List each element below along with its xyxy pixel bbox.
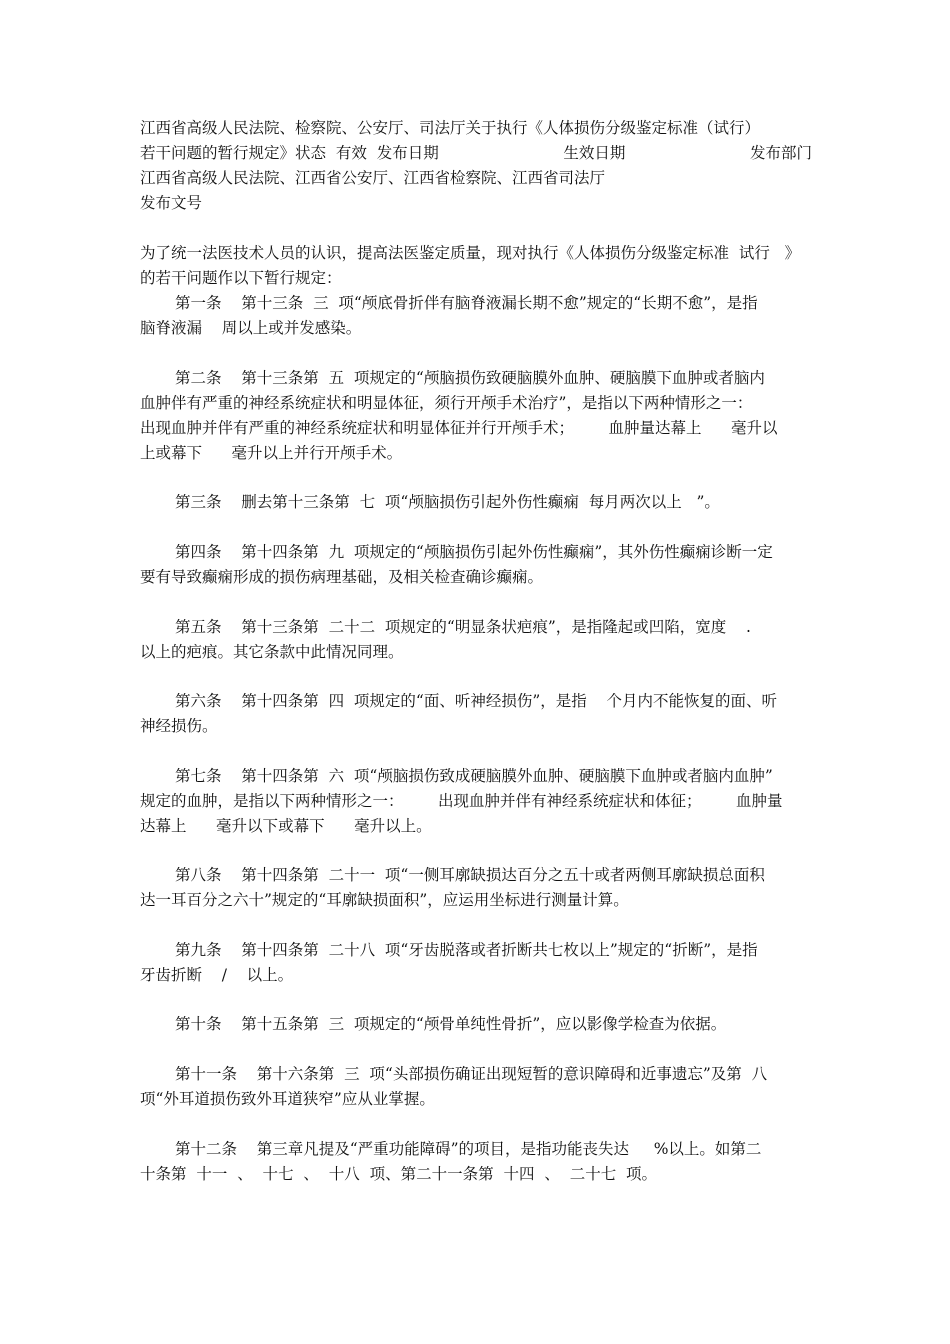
- article-line: 达幕上 毫升以下或幕下 毫升以上。: [140, 817, 432, 835]
- header-meta-line: [140, 142, 812, 164]
- article-line: 第十条 第十五条第 三 项规定的“颅骨单纯性骨折”，应以影像学检查为依据。: [175, 1015, 727, 1033]
- header-publisher-label: 发布部门: [749, 144, 812, 162]
- article-line: 第九条 第十四条第 二十八 项“牙齿脱落或者折断共七枚以上”规定的“折断”，是指: [175, 941, 758, 959]
- header-publisher: 江西省高级人民法院、江西省公安厅、江西省检察院、江西省司法厅: [140, 169, 606, 187]
- intro-line1: 为了统一法医技术人员的认识，提高法医鉴定质量，现对执行《人体损伤分级鉴定标准 试行 》: [140, 244, 801, 262]
- article-line: 要有导致癫痫形成的损伤病理基础，及相关检查确诊癫痫。: [140, 568, 544, 586]
- article-line: 第四条 第十四条第 九 项规定的“颅脑损伤引起外伤性癫痫”，其外伤性癫痫诊断一定: [175, 543, 773, 561]
- article-line: 第五条 第十三条第 二十二 项规定的“明显条状疤痕”，是指隆起或凹陷，宽度 .: [175, 618, 751, 636]
- article-line: 上或幕下 毫升以上并行开颅手术。: [140, 444, 403, 462]
- article-line: 第一条 第十三条 三 项“颅底骨折伴有脑脊液漏长期不愈”规定的“长期不愈”，是指: [175, 294, 758, 312]
- article-line: 神经损伤。: [140, 717, 218, 735]
- header-status-label: 若干问题的暂行规定》状态 有效 发布日期: [140, 144, 439, 162]
- article-line: 规定的血肿，是指以下两种情形之一： 出现血肿并伴有神经系统症状和体征； 血肿量: [140, 792, 783, 810]
- article-line: 第七条 第十四条第 六 项“颅脑损伤致成硬脑膜外血肿、硬脑膜下血肿或者脑内血肿”: [175, 767, 773, 785]
- article-line: 第六条 第十四条第 四 项规定的“面、听神经损伤”，是指 个月内不能恢复的面、听: [175, 692, 777, 710]
- header-doc-number-label: 发布文号: [140, 194, 203, 212]
- header-title-line1: 江西省高级人民法院、检察院、公安厅、司法厅关于执行《人体损伤分级鉴定标准（试行）: [140, 119, 761, 137]
- article-line: 项“外耳道损伤致外耳道狭窄”应从业掌握。: [140, 1090, 435, 1108]
- article-line: 达一耳百分之六十”规定的“耳廓缺损面积”，应运用坐标进行测量计算。: [140, 891, 629, 909]
- article-line: 脑脊液漏 周以上或并发感染。: [140, 319, 362, 337]
- intro-line2: 的若干问题作以下暂行规定：: [140, 269, 342, 287]
- article-line: 以上的疤痕。其它条款中此情况同理。: [140, 643, 404, 661]
- article-line: 第八条 第十四条第 二十一 项“一侧耳廓缺损达百分之五十或者两侧耳廓缺损总面积: [175, 866, 765, 884]
- article-line: 第十一条 第十六条第 三 项“头部损伤确证出现短暂的意识障碍和近事遗忘”及第 八: [175, 1065, 768, 1083]
- article-line: 牙齿折断 / 以上。: [140, 966, 294, 984]
- article-line: 第十二条 第三章凡提及“严重功能障碍”的项目，是指功能丧失达 %以上。如第二: [175, 1140, 762, 1158]
- article-line: 出现血肿并伴有严重的神经系统症状和明显体征并行开颅手术； 血肿量达幕上 毫升以: [140, 419, 778, 437]
- article-line: 十条第 十一 、 十七 、 十八 项、第二十一条第 十四 、 二十七 项。: [140, 1165, 658, 1183]
- article-line: 血肿伴有严重的神经系统症状和明显体征，须行开颅手术治疗”，是指以下两种情形之一：: [140, 394, 753, 412]
- header-effective-date-label: 生效日期: [563, 144, 626, 162]
- article-line: 第三条 删去第十三条第 七 项“颅脑损伤引起外伤性癫痫 每月两次以上 ”。: [175, 493, 720, 511]
- article-line: 第二条 第十三条第 五 项规定的“颅脑损伤致硬脑膜外血肿、硬脑膜下血肿或者脑内: [175, 369, 765, 387]
